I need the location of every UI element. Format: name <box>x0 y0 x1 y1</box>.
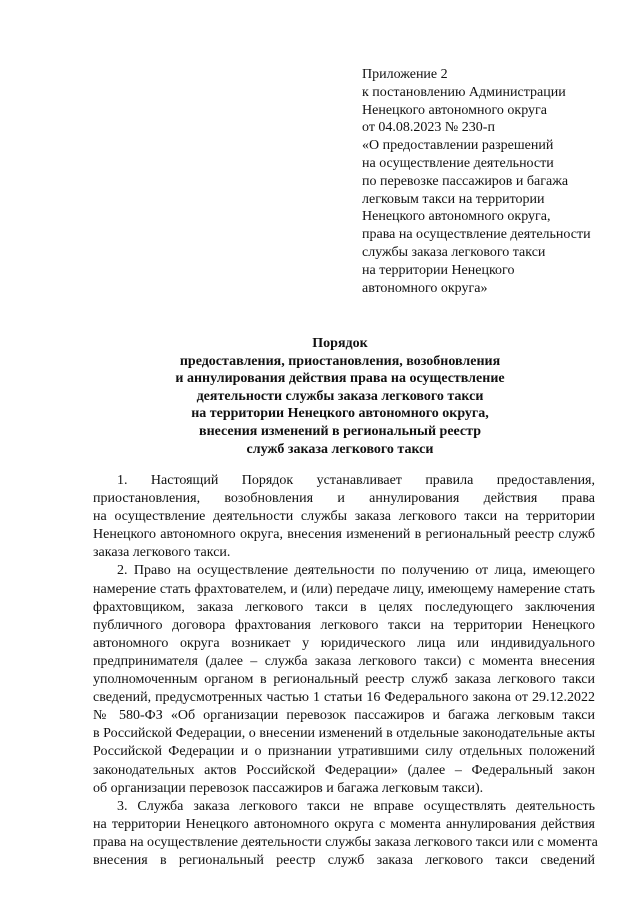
title-line: Порядок <box>312 336 368 351</box>
title-line: деятельности службы заказа легкового такси <box>196 388 484 404</box>
title-line: предоставления, приостановления, возобновления <box>179 353 501 369</box>
body-line: заказа легкового такси. <box>93 545 231 561</box>
body-line: об организации перевозок пассажиров и багажа легковым такси). <box>93 780 484 796</box>
body-line: публичного договора фрахтования легкового такси на территории Ненецкого <box>93 617 595 633</box>
appendix-line: службы заказа легкового такси <box>362 244 546 260</box>
appendix-line: легковым такси на территории <box>362 191 545 207</box>
body-line: 1. Настоящий Порядок устанавливает правила предоставления, <box>117 473 595 488</box>
appendix-line: на территории Ненецкого <box>362 262 515 278</box>
appendix-line: по перевозке пассажиров и багажа <box>362 173 569 189</box>
appendix-line: «О предоставлении разрешений <box>362 138 554 154</box>
body-line: сведений, предусмотренных частью 1 статьи 16 Федерального закона от 29.12.2022 <box>93 690 595 706</box>
appendix-line: Ненецкого автономного округа, <box>362 209 551 225</box>
body-line: права на осуществление деятельности службы заказа легкового такси или с момента <box>93 834 598 850</box>
body-line: Ненецкого автономного округа, внесения изменений в региональный реестр служб <box>93 527 595 543</box>
title-line: внесения изменений в региональный реестр <box>199 423 481 439</box>
appendix-line: Приложение 2 <box>362 67 448 82</box>
appendix-line: автономного округа» <box>362 280 488 296</box>
appendix-line: Ненецкого автономного округа <box>362 102 547 118</box>
body-line: законодательных актов Российской Федерации» (далее – Федеральный закон <box>93 762 595 778</box>
body-line: в Российской Федерации, о внесении изменений в отдельные законодательные акты <box>93 726 595 742</box>
appendix-line: права на осуществление деятельности <box>362 227 591 243</box>
body-line: на осуществление деятельности службы заказа легкового такси на территории <box>93 509 595 525</box>
title-line: на территории Ненецкого автономного округа, <box>191 406 489 422</box>
document-title <box>90 335 590 458</box>
body-line: фрахтовщиком, заказа легкового такси в целях последующего заключения <box>93 599 595 615</box>
body-line: предпринимателя (далее – служба заказа легкового такси) с момента внесения <box>93 653 595 669</box>
body-line: намерение стать фрахтователем, и (или) передаче лицу, имеющему намерение стать <box>93 581 595 597</box>
body-line: автономного округа возникает у юридического лица или индивидуального <box>93 635 595 651</box>
appendix-line: на осуществление деятельности <box>362 155 554 171</box>
appendix-line: к постановлению Администрации <box>362 84 566 100</box>
document-body <box>93 472 598 870</box>
title-line: служб заказа легкового такси <box>246 441 434 457</box>
body-line: уполномоченным органом в региональный реестр служб заказа легкового такси <box>93 672 595 688</box>
body-line: на территории Ненецкого автономного округа с момента аннулирования действия <box>93 816 595 832</box>
appendix-line: от 04.08.2023 № 230-п <box>362 120 495 136</box>
appendix-header <box>362 66 612 297</box>
body-line: 3. Служба заказа легкового такси не вправе осуществлять деятельность <box>117 798 595 814</box>
body-line: 2. Право на осуществление деятельности по получению от лица, имеющего <box>117 563 595 579</box>
body-line: Российской Федерации и о признании утратившими силу отдельных положений <box>93 744 595 760</box>
title-line: и аннулирования действия права на осуществление <box>175 371 505 387</box>
body-line: внесения в региональный реестр служб заказа легкового такси сведений <box>93 852 595 868</box>
body-line: № 580-ФЗ «Об организации перевозок пассажиров и багажа легковым такси <box>93 708 595 724</box>
body-line: приостановления, возобновления и аннулирования действия права <box>93 491 595 507</box>
